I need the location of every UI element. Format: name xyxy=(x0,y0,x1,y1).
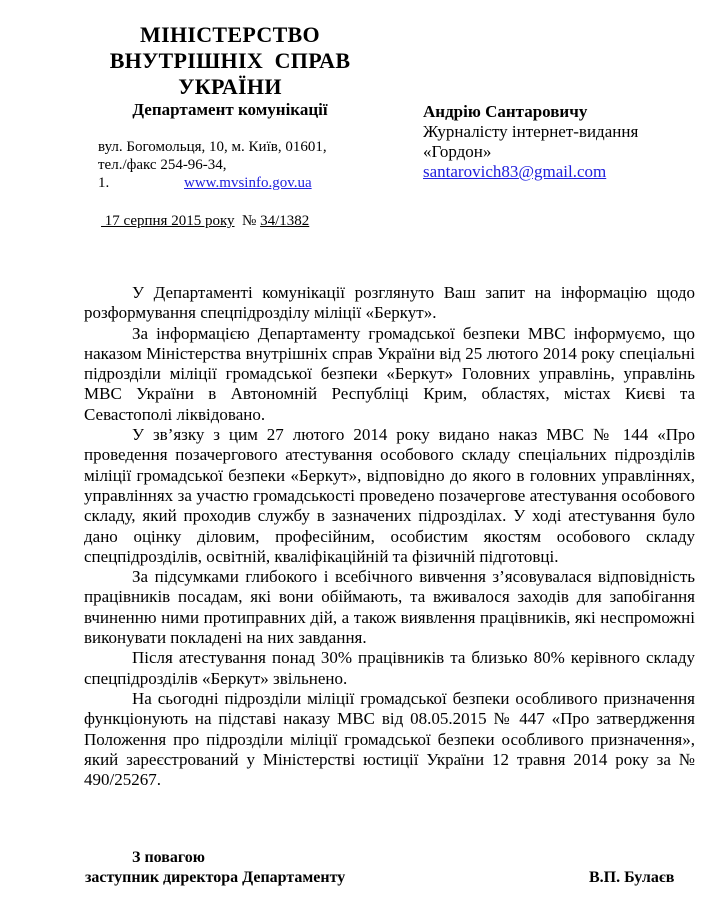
document-number: 34/1382 xyxy=(260,213,310,229)
website-prefix: 1. xyxy=(98,175,110,191)
recipient-position: Журналісту інтернет-видання xyxy=(423,122,639,141)
phone-fax: тел./факс 254-96-34, xyxy=(98,157,227,173)
department-name: Департамент комунікації xyxy=(132,100,328,119)
body-paragraph: У Департаменті комунікації розглянуто Ваш запит на інформацію щодо розформування спецпідрозділу міліції «Беркут». xyxy=(84,283,695,323)
document-date: 17 серпня 2015 року xyxy=(101,213,235,229)
website-line xyxy=(98,174,327,192)
recipient-email-link[interactable]: santarovich83@gmail.com xyxy=(423,162,607,181)
recipient-outlet: «Гордон» xyxy=(423,142,492,161)
letter-body xyxy=(84,283,695,790)
body-paragraph: У зв’язку з цим 27 лютого 2014 року видано наказ МВС № 144 «Про проведення позачергового атестування особового складу спеціальних підрозділів міліції громадської безпеки «Беркут», відповідно до якого в головних управліннях, управліннях за участю громадськості проведено позачергове атестування особового складу, який проходив службу в зазначених підрозділах. У ході атестування було дано оцінку діловим, професійним, особистим якостям особового складу спецпідрозділів, освітній, кваліфікаційній та фізичній підготовці. xyxy=(84,425,695,566)
ministry-title-line: ВНУТРІШНІХ СПРАВ xyxy=(109,48,351,73)
ministry-title-line: УКРАЇНИ xyxy=(178,74,282,99)
website-link[interactable]: www.mvsinfo.gov.ua xyxy=(184,175,312,191)
number-label: № xyxy=(242,213,257,229)
body-paragraph: За підсумками глибокого і всебічного вивчення з’ясовувалася відповідність працівників посадам, які вони обіймають, та вживалося заходів для запобігання вчиненню ними протиправних дій, а також виявлення працівників, які неспроможні виконувати покладені на них завдання. xyxy=(84,567,695,648)
body-paragraph: На сьогодні підрозділи міліції громадської безпеки особливого призначення функціонують на підставі наказу МВС від 08.05.2015 № 447 «Про затвердження Положення про підрозділи міліції громадської безпеки особливого призначення», який зареєстрований у Міністерстві юстиції України 12 травня 2014 року за № 490/25267. xyxy=(84,688,695,790)
body-paragraph: За інформацією Департаменту громадської безпеки МВС інформуємо, що наказом Міністерства внутрішніх справ України від 25 лютого 2014 року спеціальні підрозділи міліції громадської безпеки «Беркут» Головних управлінь, управлінь МВС України в Автономній Республіці Крим, областях, містах Києві та Севастополі ліквідовано. xyxy=(84,323,695,424)
document-date-number xyxy=(101,212,309,230)
recipient-block xyxy=(423,102,638,182)
signatory-title: заступник директора Департаменту xyxy=(85,869,346,886)
body-paragraph: Після атестування понад 30% працівників та близько 80% керівного складу спецпідрозділів «Беркут» звільнено. xyxy=(84,648,695,688)
street-address: вул. Богомольця, 10, м. Київ, 01601, xyxy=(98,139,327,155)
ministry-title-line: МІНІСТЕРСТВО xyxy=(140,22,320,47)
signatory-name: В.П. Булаєв xyxy=(589,869,675,886)
sender-address xyxy=(98,138,327,192)
closing-phrase: З повагою xyxy=(132,849,205,866)
ministry-title xyxy=(80,22,380,100)
recipient-name: Андрію Сантаровичу xyxy=(423,102,588,121)
